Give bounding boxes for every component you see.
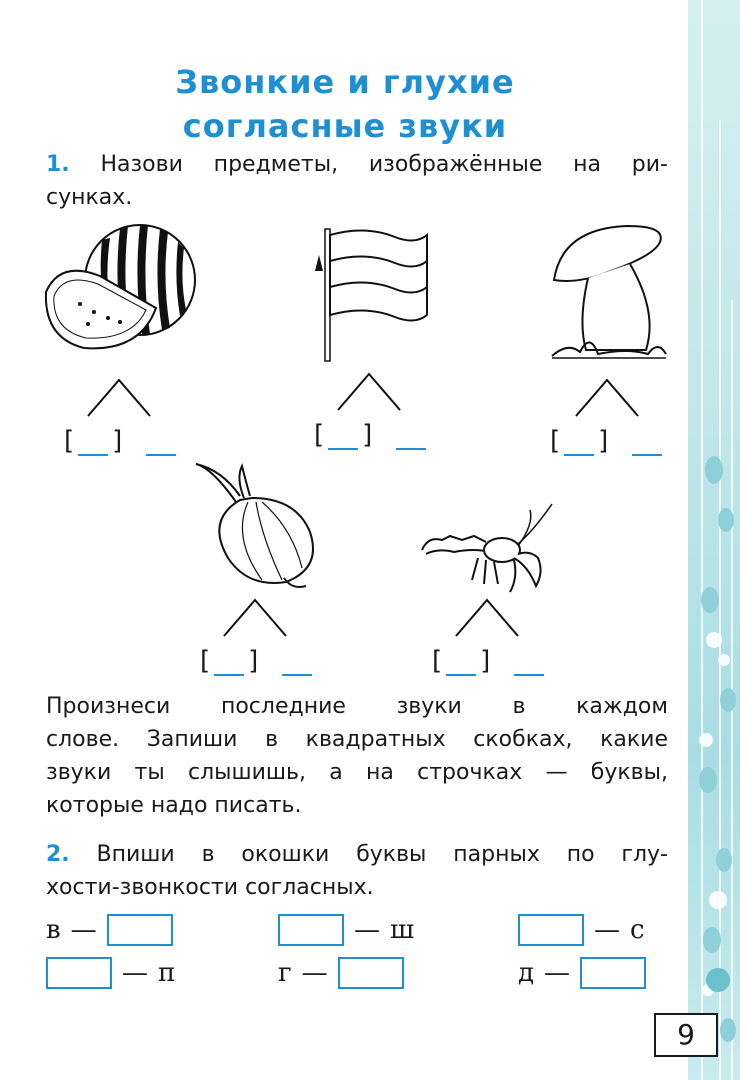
scheme-roof-2 — [336, 372, 402, 412]
sound-blank[interactable] — [446, 652, 476, 676]
page-title-line-1: Звонкие и глухие — [175, 63, 515, 101]
open-bracket: [ — [550, 426, 561, 456]
task-2 — [46, 838, 668, 904]
scheme-brackets-5 — [432, 646, 544, 676]
scheme-roof-3 — [574, 378, 640, 418]
scheme-roof-5 — [454, 598, 520, 638]
watermelon-icon — [40, 220, 200, 360]
pair-sh — [278, 914, 414, 946]
task-1-number: 1. — [46, 152, 70, 177]
scheme-brackets-3 — [550, 426, 662, 456]
sound-blank[interactable] — [328, 426, 358, 450]
instruction-line-4: которые надо писать. — [46, 793, 302, 818]
letter-blank[interactable] — [396, 426, 426, 450]
page-number: 9 — [654, 1013, 718, 1057]
scheme-roof-4 — [222, 598, 288, 638]
task-2-text-line-2: хости-звонкости согласных. — [46, 875, 374, 900]
pair-dash: — — [122, 958, 148, 988]
onion-icon — [192, 458, 322, 593]
task-1-text-line-2: сунках. — [46, 185, 133, 210]
sound-blank[interactable] — [214, 652, 244, 676]
instruction-text — [46, 690, 668, 822]
pair-dash: — — [301, 958, 328, 988]
crayfish-icon — [418, 500, 558, 595]
open-bracket: [ — [200, 646, 211, 676]
close-bracket: ] — [598, 426, 609, 456]
instruction-line-1: Произнеси последние звуки в каждом — [46, 694, 668, 719]
instruction-line-2: слове. Запиши в квадратных скобках, какие — [46, 727, 668, 752]
answer-box[interactable] — [46, 957, 112, 989]
pair-dash: — — [354, 915, 380, 945]
flag-icon — [305, 225, 435, 365]
pair-dash: — — [544, 958, 571, 988]
open-bracket: [ — [64, 426, 75, 456]
pair-p — [46, 957, 175, 989]
scheme-roof-1 — [86, 378, 152, 418]
answer-box[interactable] — [338, 957, 404, 989]
letter-blank[interactable] — [514, 652, 544, 676]
scheme-brackets-1 — [64, 426, 176, 456]
task-1-text-line-1: Назови предметы, изображённые на ри- — [100, 152, 668, 177]
pair-v — [46, 914, 173, 946]
answer-box[interactable] — [107, 914, 173, 946]
pair-dash: — — [70, 915, 97, 945]
floral-pattern-icon — [688, 0, 740, 1080]
pair-s — [518, 914, 645, 946]
sound-blank[interactable] — [564, 432, 594, 456]
scheme-brackets-2 — [314, 420, 426, 450]
pair-g — [278, 957, 404, 989]
letter-blank[interactable] — [282, 652, 312, 676]
instruction-line-3: звуки ты слышишь, а на строчках — буквы, — [46, 760, 668, 785]
task-2-number: 2. — [46, 842, 70, 867]
sound-blank[interactable] — [78, 432, 108, 456]
answer-box[interactable] — [278, 914, 344, 946]
close-bracket: ] — [480, 646, 491, 676]
mushroom-icon — [548, 222, 673, 367]
close-bracket: ] — [112, 426, 123, 456]
scheme-brackets-4 — [200, 646, 312, 676]
task-1 — [46, 148, 668, 214]
pair-d — [518, 957, 646, 989]
answer-box[interactable] — [518, 914, 584, 946]
pair-letter: г — [278, 958, 292, 988]
open-bracket: [ — [432, 646, 443, 676]
answer-box[interactable] — [580, 957, 646, 989]
task-2-text-line-1: Впиши в окошки буквы парных по глу- — [96, 842, 668, 867]
page-title-line-2: согласные звуки — [182, 107, 508, 145]
pair-letter: д — [518, 958, 535, 988]
letter-blank[interactable] — [632, 432, 662, 456]
open-bracket: [ — [314, 420, 325, 450]
pair-letter: в — [46, 915, 61, 945]
pair-letter: ш — [390, 915, 415, 945]
letter-blank[interactable] — [146, 432, 176, 456]
pair-dash: — — [594, 915, 620, 945]
pair-letter: с — [630, 915, 645, 945]
close-bracket: ] — [248, 646, 259, 676]
close-bracket: ] — [362, 420, 373, 450]
pair-letter: п — [158, 958, 176, 988]
decorative-side-strip — [688, 0, 740, 1080]
